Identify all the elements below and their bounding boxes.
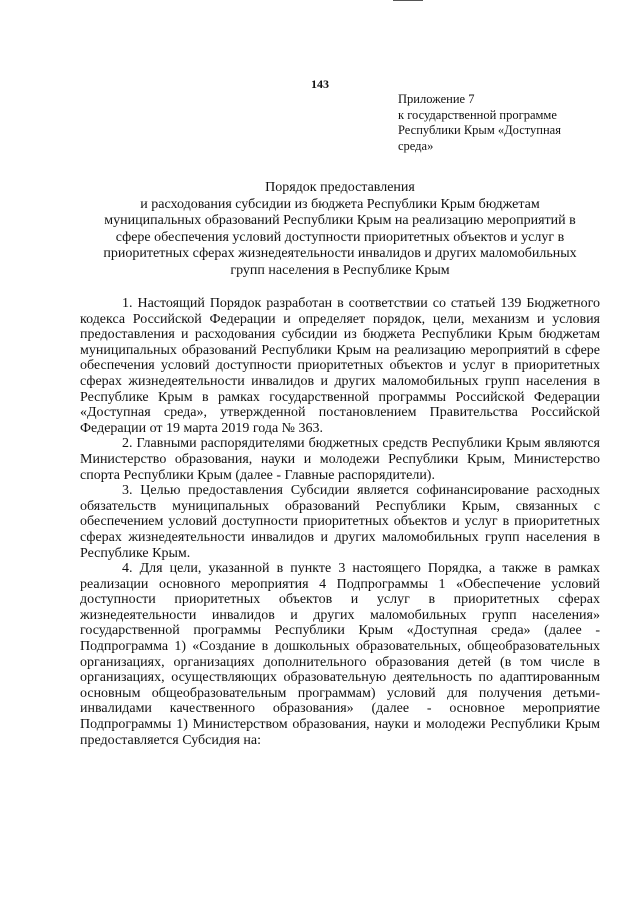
title-line: сфере обеспечения условий доступности приоритетных объектов и услуг в xyxy=(115,229,565,245)
document-body xyxy=(80,296,600,748)
page-number: 143 xyxy=(311,77,329,91)
appendix-line: Республики Крым «Доступная xyxy=(398,123,561,137)
title-line: и расходования субсидии из бюджета Республики Крым бюджетам xyxy=(140,196,540,212)
title-line: муниципальных образований Республики Крым на реализацию мероприятий в xyxy=(104,213,576,228)
paragraph-4: 4. Для цели, указанной в пункте 3 настоящего Порядка, а также в рамках реализации основного мероприятия 4 Подпрограммы 1 «Обеспечение условий доступности приоритетных объектов и услуг в приоритетных сферах жизнедеятельности инвалидов и других маломобильных групп населения» государственной программы Республики Крым «Доступная среда» (далее - Подпрограмма 1) «Создание в дошкольных образовательных, общеобразовательных организациях, организациях дополнительного образования детей (в том числе в организациях, осуществляющих образовательную деятельность по адаптированным основным общеобразовательным программам) условий для получения детьми-инвалидами качественного образования» (далее - основное мероприятие Подпрограммы 1) Министерством образования, науки и молодежи Республики Крым предоставляется Субсидия на: xyxy=(80,561,600,748)
paragraph-3: 3. Целью предоставления Субсидии является софинансирование расходных обязательств муниципальных образований Республики Крым, связанных с обеспечением условий доступности приоритетных объектов и услуг в приоритетных сферах жизнедеятельности инвалидов и других маломобильных групп населения в Республике Крым. xyxy=(80,483,600,561)
title-line: приоритетных сферах жизнедеятельности инвалидов и других маломобильных xyxy=(103,246,577,261)
appendix-line: Приложение 7 xyxy=(398,92,475,106)
appendix-line: среда» xyxy=(398,138,434,153)
paragraph-2: 2. Главными распорядителями бюджетных средств Республики Крым являются Министерство образования, науки и молодежи Республики Крым, Министерство спорта Республики Крым (далее - Главные распорядители). xyxy=(80,436,600,483)
document-title xyxy=(80,180,600,279)
appendix-note xyxy=(398,92,561,154)
appendix-line: к государственной программе xyxy=(398,107,557,122)
title-line: Порядок предоставления xyxy=(265,180,415,195)
scan-mark xyxy=(393,0,423,1)
title-line: групп населения в Республике Крым xyxy=(230,262,450,278)
paragraph-1: 1. Настоящий Порядок разработан в соответствии со статьей 139 Бюджетного кодекса Российской Федерации и определяет порядок, цели, механизм и условия предоставления и расходования субсидии из бюджета Республики Крым бюджетам муниципальных образований Республики Крым на реализацию мероприятий в сфере обеспечения условий доступности приоритетных объектов и услуг в приоритетных сферах жизнедеятельности инвалидов и других маломобильных групп населения в Республике Крым в рамках государственной программы Российской Федерации «Доступная среда», утвержденной постановлением Правительства Российской Федерации от 19 марта 2019 года № 363. xyxy=(80,296,600,436)
